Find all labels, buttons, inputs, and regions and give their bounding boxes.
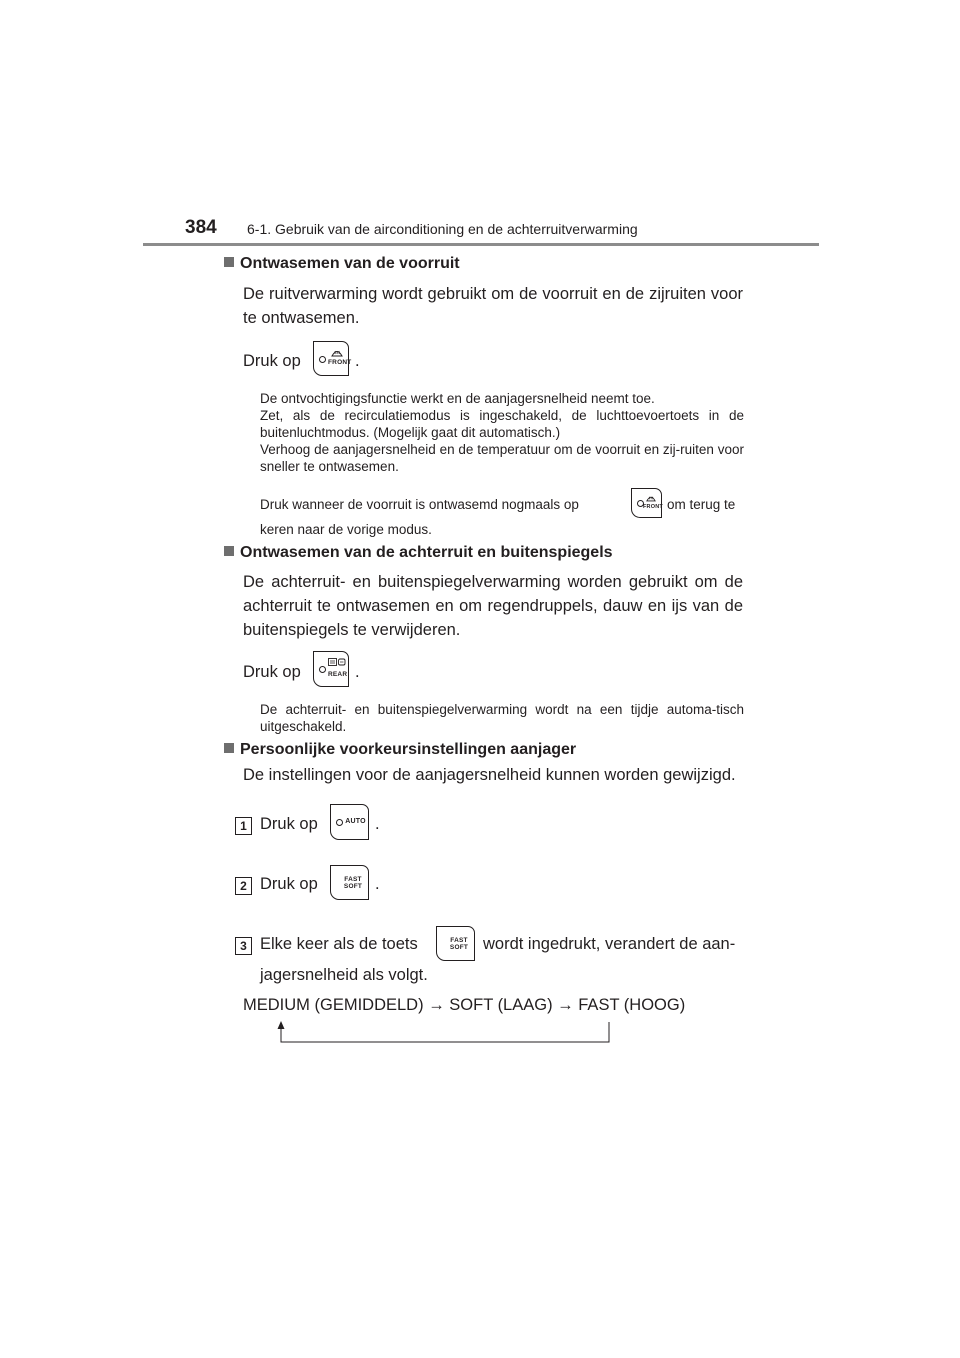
windshield-description: De ruitverwarming wordt gebruikt om de voorruit en de zijruiten voor te ontwasemen. xyxy=(243,285,743,327)
step-2-prefix: Druk op xyxy=(260,875,318,893)
section-heading-rear xyxy=(224,544,613,562)
button-label-bottom: SOFT xyxy=(449,944,469,951)
section-heading-windshield xyxy=(224,255,460,273)
step-number-2: 2 xyxy=(235,877,252,895)
step-3-line2: jagersnelheid als volgt. xyxy=(260,966,428,984)
step-1-prefix: Druk op xyxy=(260,815,318,833)
return-instruction-prefix: Druk wanneer de voorruit is ontwasemd nogmaals op xyxy=(260,497,579,512)
press-suffix: . xyxy=(355,663,360,681)
rear-press-instruction: Druk op xyxy=(243,663,301,681)
rear-description: De achterruit- en buitenspiegelverwarming worden gebruikt om de achterruit te ontwasemen en om regendruppels, dauw en ijs van de buitenspiegels te verwijderen. xyxy=(243,573,743,639)
indicator-icon xyxy=(319,356,326,363)
fan-description: De instellingen voor de aanjagersnelheid kunnen worden gewijzigd. xyxy=(243,766,736,784)
heading-text: Ontwasemen van de achterruit en buitenspiegels xyxy=(240,544,613,561)
rear-window-defrost-icon xyxy=(328,658,346,667)
front-defroster-button[interactable] xyxy=(313,341,352,376)
cycle-return-arrow-icon xyxy=(274,1020,614,1046)
button-label: REAR xyxy=(328,671,348,678)
windshield-defrost-icon xyxy=(331,348,343,357)
front-defroster-button-inline[interactable] xyxy=(631,488,662,518)
button-label-top: FAST xyxy=(344,876,362,883)
return-instruction-line2: keren naar de vorige modus. xyxy=(260,522,432,537)
windshield-press-instruction xyxy=(243,352,301,371)
cycle-item-fast: FAST (HOOG) xyxy=(578,996,686,1014)
return-instruction-suffix: om terug te xyxy=(667,497,736,512)
step-number-3: 3 xyxy=(235,937,252,955)
section-bullet-icon xyxy=(224,257,234,267)
step-3-suffix: wordt ingedrukt, verandert de aan- xyxy=(483,935,736,953)
page-number: 384 xyxy=(185,217,217,238)
button-label-top: FAST xyxy=(450,937,468,944)
fast-soft-button[interactable] xyxy=(330,865,369,900)
rear-note: De achterruit- en buitenspiegelverwarming wordt na een tijdje automa-tisch uitgeschakeld. xyxy=(260,702,744,734)
note-line: Verhoog de aanjagersnelheid en de temperatuur om de voorruit en zij-ruiten voor sneller te ontwasemen. xyxy=(260,442,744,474)
heading-text: Ontwasemen van de voorruit xyxy=(240,255,460,272)
press-prefix: Druk op xyxy=(243,352,301,370)
cycle-item-soft: SOFT (LAAG) xyxy=(449,996,553,1014)
fast-soft-button-inline[interactable] xyxy=(436,926,475,961)
section-bullet-icon xyxy=(224,546,234,556)
press-suffix: . xyxy=(355,352,360,370)
button-label: FRONT xyxy=(643,504,663,510)
button-label: FRONT xyxy=(328,359,352,366)
fan-speed-cycle xyxy=(243,996,685,1015)
step-number-1: 1 xyxy=(235,817,252,835)
heading-text: Persoonlijke voorkeursinstellingen aanjager xyxy=(240,741,577,758)
auto-button[interactable] xyxy=(330,804,369,840)
rear-defroster-button[interactable] xyxy=(313,651,349,687)
button-label-bottom: SOFT xyxy=(343,883,363,890)
arrow-right-icon: → xyxy=(557,996,574,1014)
header-divider xyxy=(143,243,819,246)
cycle-item-medium: MEDIUM (GEMIDDELD) xyxy=(243,996,424,1014)
indicator-icon xyxy=(319,666,326,673)
windshield-defrost-icon xyxy=(646,494,656,502)
button-label: AUTO xyxy=(345,818,366,825)
chapter-title: 6-1. Gebruik van de airconditioning en de achterruitverwarming xyxy=(247,221,638,237)
indicator-icon xyxy=(336,819,343,826)
step-1-suffix: . xyxy=(375,815,380,833)
section-heading-fan xyxy=(224,741,576,759)
step-3-prefix: Elke keer als de toets xyxy=(260,935,418,953)
windshield-notes xyxy=(260,390,744,475)
note-line: Zet, als de recirculatiemodus is ingeschakeld, de luchttoevoertoets in de buitenluchtmodus. (Mogelijk gaat dit automatisch.) xyxy=(260,408,744,440)
step-2-suffix: . xyxy=(375,875,380,893)
section-bullet-icon xyxy=(224,743,234,753)
note-line: De ontvochtigingsfunctie werkt en de aanjagersnelheid neemt toe. xyxy=(260,391,655,406)
arrow-right-icon: → xyxy=(428,996,445,1014)
